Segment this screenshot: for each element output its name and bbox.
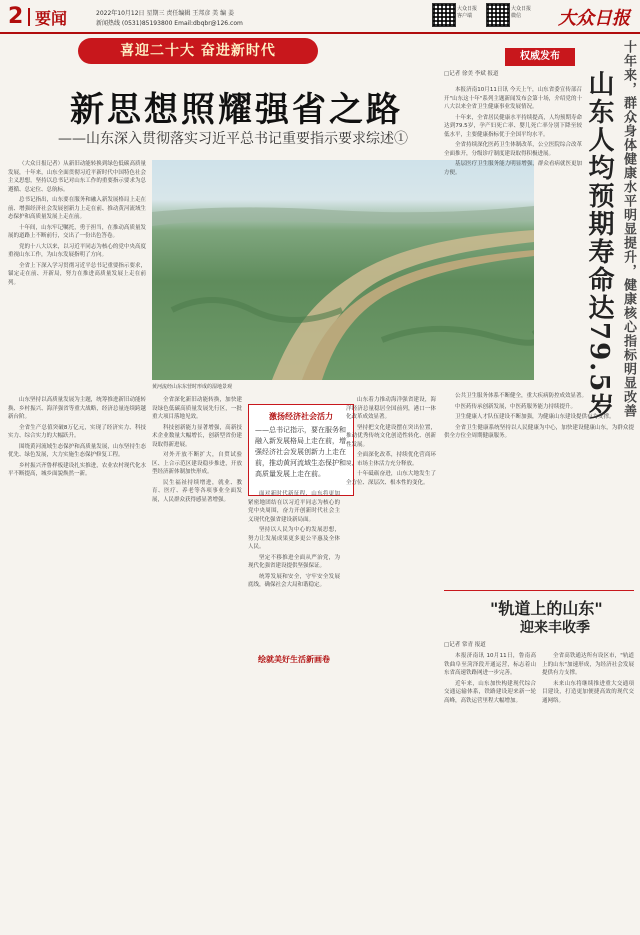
- quote-title: 激扬经济社会活力: [269, 412, 333, 421]
- rail-byline: □记者 常青 报道: [444, 642, 486, 648]
- article-column-2: 全省深化新旧动能转换，加快建设绿色低碳高质量发展先行区，一批重大项目落地见效。 科技创新能力显著增强，高新技术企业数量大幅增长，创新型省份建设取得新进展。 对外开放不断扩大，自贸试验区、上合示范区建设稳步推进，开放型经济新体制加快形成。 民生福祉持续增进，就业、教育、医疗、养老等各项事业全面发展，人民群众获得感显著增强。: [152, 397, 242, 503]
- rail-article-col-b: 全省高铁通达所有设区市，"轨道上的山东"加速形成，为经济社会发展提供有力支撑。 未来山东将继续推进重大交通项目建设，打造更加便捷高效的现代交通网络。: [542, 653, 634, 704]
- page-number: 2: [8, 4, 24, 29]
- rail-headline: "轨道上的山东": [490, 599, 603, 618]
- qr-label: 大众日报 微信: [511, 6, 532, 19]
- section-subtitle: 绘就美好生活新画卷: [258, 655, 330, 664]
- contact-meta: 新闻热线 (0531)85193800 Email:dbqbr@126.com: [96, 20, 243, 27]
- quote-text: ——总书记指示，要在服务和融入新发展格局上走在前，增强经济社会发展创新力上走在前，推动黄河流域生态保护和高质量发展上走在前。: [255, 426, 346, 478]
- article-column-4: 山东着力推动海洋强省建设，海洋经济总量稳居全国前列，港口一体化改革成效显著。 坚持把文化建设摆在突出位置，推动优秀传统文化创造性转化、创新性发展。 全面深化改革，持续优化营商环境，市场主体活力充分释放。 十年砥砺奋进，山东大地发生了全方位、深层次、根本性的变化。: [346, 397, 436, 486]
- article-column-3: 面对新时代新征程，山东将更加紧密地团结在以习近平同志为核心的党中央周围，奋力开创新时代社会主义现代化强省建设新局面。 坚持以人民为中心的发展思想，努力让发展成果更多更公平惠及全体人民。 坚定不移推进全面从严治党，为现代化强省建设提供坚强保证。 统筹发展和安全，守牢安全发展底线，确保社会大局和谐稳定。: [248, 491, 340, 588]
- photo-caption: 黄河流经山东东营时形成的湿地景观: [152, 384, 233, 390]
- health-subhead: 十年来，群众身体健康水平明显提升，健康核心指标明显改善: [621, 40, 636, 418]
- section-divider: [444, 590, 634, 591]
- banner: 喜迎二十大 奋进新时代: [78, 38, 318, 64]
- issue-meta: 2022年10月12日 星期三 责任编辑 王邦彦 美 编 姜: [96, 10, 234, 17]
- qr-code-icon: [432, 3, 456, 27]
- main-headline: 新思想照耀强省之路: [70, 90, 403, 130]
- health-headline: 山东人均预期寿命达79.5岁: [584, 70, 614, 422]
- authority-release-tag: 权威发布: [505, 48, 575, 66]
- rail-article-col-a: 本报济南讯 10月11日，鲁南高铁曲阜至菏泽段开通运营，标志着山东省高速铁路网进一步完善。 近年来，山东加快构建现代综合交通运输体系，铁路建设迎来新一轮高峰，高铁运营里程大幅增加。: [444, 653, 536, 704]
- article-column-1: 山东坚持以高质量发展为主题，统筹推进新旧动能转换、乡村振兴、海洋强省等重大战略，经济总量连续跨越新台阶。 全省生产总值突破8万亿元，实现了经济实力、科技实力、综合实力的大幅跃升。 围绕黄河流域生态保护和高质量发展，山东坚持生态优先、绿色发展，大力实施生态保护修复工程。 乡村振兴齐鲁样板建设扎实推进，农业农村现代化水平不断提高，城乡面貌焕然一新。: [8, 397, 146, 477]
- newspaper-logo: 大众日报: [558, 8, 630, 29]
- qr-code-icon: [486, 3, 510, 27]
- health-article-col-b: 公共卫生服务体系不断健全，重大疾病防控成效显著。 中医药传承创新发展，中医药服务能力持续提升。 卫生健康人才队伍建设不断加强，为健康山东建设提供有力支撑。 全省卫生健康系统坚持以人民健康为中心，加快建设健康山东，为群众提供全方位全周期健康服务。: [444, 393, 634, 439]
- masthead-rule: [0, 32, 640, 34]
- health-byline: □记者 徐美 李斌 报道: [444, 71, 499, 77]
- rail-subhead: 迎来丰收季: [520, 620, 590, 636]
- section-name: 要闻: [35, 9, 68, 28]
- masthead-divider: [28, 8, 30, 26]
- health-article-col-a: 本报济南10月11日讯 今天上午，山东省委宣传部召开"山东这十年"系列主题新闻发布会第十场，介绍党的十八大以来全省卫生健康事业发展情况。 十年来，全省居民健康水平持续提高，人均预期寿命达到79.5岁，孕产妇死亡率、婴儿死亡率分别下降至较低水平，主要健康指标优于全国平均水平。 全省持续深化医药卫生体制改革，公立医院综合改革全面推开，分级诊疗制度建设取得积极进展。 基层医疗卫生服务能力明显增强，群众看病就医更加方便。: [444, 87, 582, 176]
- main-subhead: ——山东深入贯彻落实习近平总书记重要指示要求综述①: [58, 131, 408, 147]
- qr-label: 大众日报 客户端: [457, 6, 478, 19]
- pull-quote-economy: [248, 404, 354, 496]
- article-column-intro: （大众日报记者）从新旧动能转换到绿色低碳高质量发展，十年来，山东全面贯彻习近平新时代中国特色社会主义思想，坚持以总书记对山东工作的重要指示要求为总遵循、总定位、总航标。 总书记指出，山东要在服务和融入新发展格局上走在前、增强经济社会发展创新力上走在前、推动黄河流域生态保护和高质量发展上走在前。 十年间，山东牢记嘱托，勇于担当，在推动高质量发展的道路上不断前行，交出了一份出色答卷。 党的十八大以来，以习近平同志为核心的党中央高度重视山东工作，为山东发展指明了方向。 全省上下深入学习贯彻习近平总书记重要指示要求，锚定走在前、开新局，努力在推进高质量发展上走在前列。: [8, 161, 146, 286]
